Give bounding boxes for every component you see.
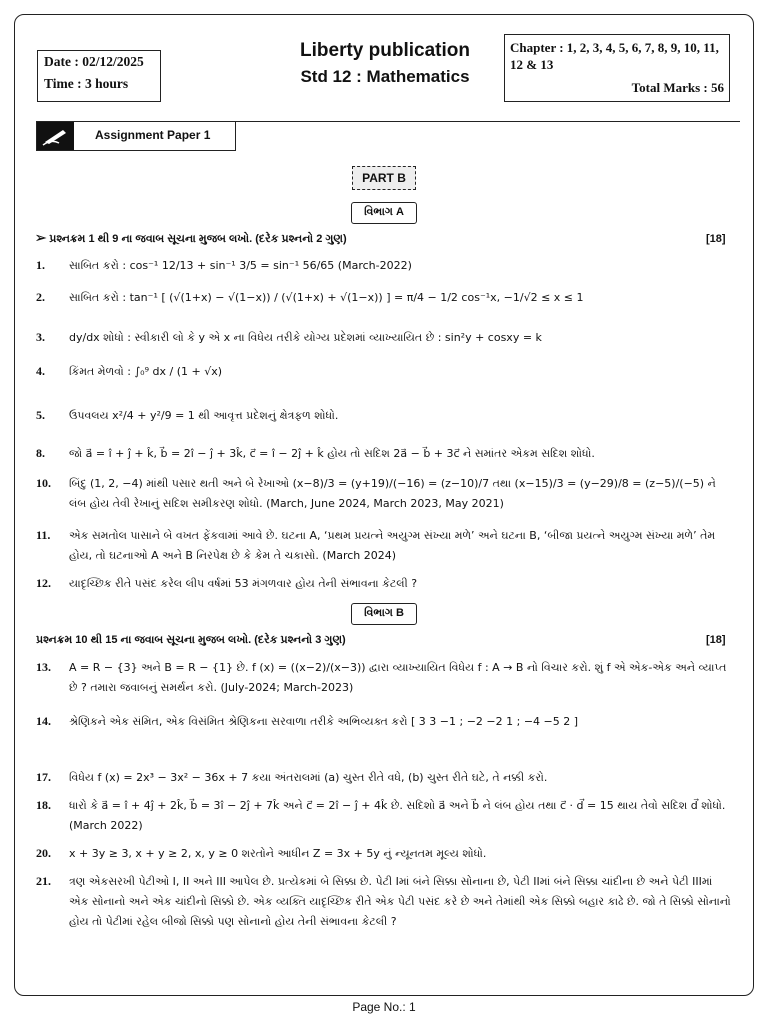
section-b-instruction: પ્રશ્નક્રમ 10 થી 15 ના જવાબ સૂચના મુજબ લખો. (દરેક પ્રશ્નનો 3 ગુણ) <box>36 634 346 646</box>
publisher-name: Liberty publication <box>300 40 470 61</box>
assignment-tag <box>36 121 236 151</box>
section-a-instruction: ➢ પ્રશ્નક્રમ 1 થી 9 ના જવાબ સૂચના મુજબ લખો. (દરેક પ્રશ્નનો 2 ગુણ) <box>36 233 347 245</box>
question-number: 11. <box>36 528 51 542</box>
writing-hand-icon <box>37 122 74 150</box>
page-number: Page No.: 1 <box>352 1000 416 1014</box>
exam-date: Date : 02/12/2025 <box>44 54 144 69</box>
question-text: A = R − {3} અને B = R − {1} છે. f (x) = ((x−2)/(x−3)) દ્વારા વ્યાખ્યાયિત વિધેય f : A → B નો વિચાર કરો. શું f એ એક-એક અને વ્યાપ્ત છે ? તમારા જવાબનું સમર્થન કરો. (July-2024; March-2023) <box>69 661 727 694</box>
section-a-label: વિભાગ A <box>351 202 417 224</box>
question-text: x + 3y ≥ 3, x + y ≥ 2, x, y ≥ 0 શરતોને આધીન Z = 3x + 5y નું ન્યૂનતમ મૂલ્ય શોધો. <box>69 847 487 860</box>
question-number: 20. <box>36 846 51 860</box>
question-text: યાદૃચ્છિક રીતે પસંદ કરેલ લીપ વર્ષમાં 53 મંગળવાર હોય તેની સંભાવના કેટલી ? <box>69 577 418 590</box>
date-time-box <box>37 50 161 102</box>
question-number: 21. <box>36 874 51 888</box>
question-text: સાબિત કરો : cos⁻¹ 12/13 + sin⁻¹ 3/5 = sin⁻¹ 56/65 (March-2022) <box>69 259 412 272</box>
section-b-marks: [18] <box>706 634 726 646</box>
question-text: કિંમત મેળવો : ∫₀⁹ dx / (1 + √x) <box>69 365 223 378</box>
chapter-list: Chapter : 1, 2, 3, 4, 5, 6, 7, 8, 9, 10, 11, 12 & 13 <box>510 40 719 72</box>
section-a-marks: [18] <box>706 233 726 245</box>
part-label: PART B <box>352 166 416 190</box>
subject-title: Std 12 : Mathematics <box>300 67 470 86</box>
question-number: 18. <box>36 798 51 812</box>
question-number: 10. <box>36 476 51 490</box>
question-number: 13. <box>36 660 51 674</box>
exam-duration: Time : 3 hours <box>44 76 129 91</box>
question-number: 4. <box>36 364 45 378</box>
question-number: 2. <box>36 290 45 304</box>
question-text: એક સમતોલ પાસાને બે વખત ફેંકવામાં આવે છે. ઘટના A, ‘પ્રથમ પ્રયત્ને અયુગ્મ સંખ્યા મળે’ અને ઘટના B, ‘બીજા પ્રયત્ને અયુગ્મ સંખ્યા મળે’ તેમ હોય, તો ઘટનાઓ A અને B નિરપેક્ષ છે કે કેમ તે ચકાસો. (March 2024) <box>69 529 716 562</box>
question-text: dy/dx શોધો : સ્વીકારી લો કે y એ x ના વિધેય તરીકે યોગ્ય પ્રદેશમાં વ્યાખ્યાયિત છે : sin²y + cosxy = k <box>69 331 542 344</box>
question-text: ઉપવલય x²/4 + y²/9 = 1 થી આવૃત્ત પ્રદેશનું ક્ષેત્રફળ શોધો. <box>69 409 339 422</box>
question-number: 5. <box>36 408 45 422</box>
question-number: 14. <box>36 714 51 728</box>
question-number: 17. <box>36 770 51 784</box>
question-number: 3. <box>36 330 45 344</box>
question-text: ત્રણ એકસરખી પેટીઓ I, II અને III આપેલ છે. પ્રત્યેકમાં બે સિક્કા છે. પેટી Iમાં બંને સિક્કા સોનાના છે, પેટી IIમાં બંને સિક્કા ચાંદીના છે અને પેટી IIIમાં એક સોનાનો અને એક ચાંદીનો સિક્કો છે. એક વ્યક્તિ યાદૃચ્છિક રીતે એક પેટી પસંદ કરે છે અને તેમાંથી એક સિક્કો બહાર કાઢે છે. જો તે સિક્કો સોનાનો હોય તો પેટીમાં રહેલ બીજો સિક્કો પણ સોનાનો હોય તેની સંભાવના કેટલી ? <box>69 875 731 928</box>
total-marks: Total Marks : 56 <box>631 80 724 95</box>
chapter-box <box>504 34 730 102</box>
assignment-label: Assignment Paper 1 <box>95 128 211 142</box>
question-number: 1. <box>36 258 45 272</box>
question-text: બિંદુ (1, 2, −4) માંથી પસાર થતી અને બે રેખાઓ (x−8)/3 = (y+19)/(−16) = (z−10)/7 તથા (x−15)/3 = (y−29)/8 = (z−5)/(−5) ને લંબ હોય તેવી રેખાનું સદિશ સમીકરણ શોધો. (March, June 2024, March 2023, May 2021) <box>69 477 716 510</box>
question-text: શ્રેણિકને એક સંમિત, એક વિસંમિત શ્રેણિકના સરવાળા તરીકે અભિવ્યક્ત કરો [ 3 3 −1 ; −2 −2 1 ; −4 −5 2 ] <box>69 715 579 728</box>
question-text: ધારો કે a⃗ = î + 4ĵ + 2k̂, b⃗ = 3î − 2ĵ + 7k̂ અને c⃗ = 2î − ĵ + 4k̂ છે. સદિશો a⃗ અને b⃗ ને લંબ હોય તથા c⃗ · d⃗ = 15 થાય તેવો સદિશ d⃗ શોધો. (March 2022) <box>69 799 726 832</box>
question-text: સાબિત કરો : tan⁻¹ [ (√(1+x) − √(1−x)) / (√(1+x) + √(1−x)) ] = π/4 − 1/2 cos⁻¹x, −1/√2 ≤ x ≤ 1 <box>69 291 584 304</box>
question-text: વિધેય f (x) = 2x³ − 3x² − 36x + 7 કયા અંતરાલમાં (a) ચુસ્ત રીતે વધે, (b) ચુસ્ત રીતે ઘટે, તે નક્કી કરો. <box>69 771 548 784</box>
question-number: 8. <box>36 446 45 460</box>
question-text: જો a⃗ = î + ĵ + k̂, b⃗ = 2î − ĵ + 3k̂, c⃗ = î − 2ĵ + k̂ હોય તો સદિશ 2a⃗ − b⃗ + 3c⃗ ને સમાંતર એકમ સદિશ શોધો. <box>69 447 595 460</box>
question-number: 12. <box>36 576 51 590</box>
section-b-label: વિભાગ B <box>351 603 417 625</box>
